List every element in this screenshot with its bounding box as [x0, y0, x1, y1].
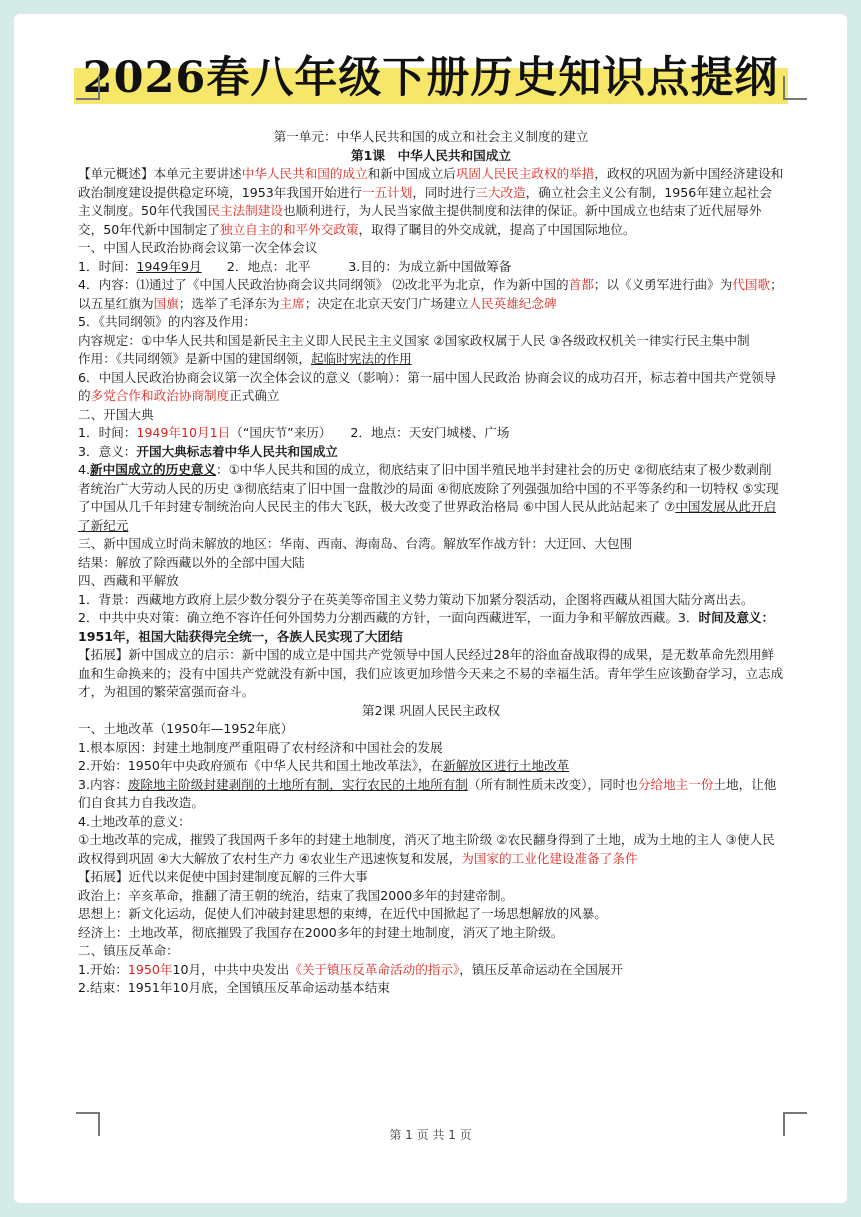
text: 2．地点：北平 3.目的：为成立新中国做筹备: [201, 258, 512, 274]
key-term: 中国发展从此开启了新纪元: [78, 499, 777, 533]
key-term: 1950年: [127, 961, 173, 977]
text: ；以五星红旗为: [78, 277, 783, 311]
text: 3.内容：: [78, 776, 128, 792]
list-item: 政治上：辛亥革命，推翻了清王朝的统治，结束了我国2000多年的封建帝制。: [78, 887, 514, 903]
text: ：①中华人民共和国的成立，彻底结束了旧中国半殖民地半封建社会的历史 ②彻底结束了极少数剥削者统治广大劳动人民的历史 ③彻底结束了旧中国一盘散沙的局面 ④彻底废除了列强强加给中国的不平等条约和一切特权 ⑤实现了中国从几千年封建专制统治向人民民主的伟大飞跃，极大改变了世界政治格局 ⑥中国人民从此站起来了 ⑦: [78, 462, 779, 514]
text: 1．时间：: [78, 258, 137, 274]
key-term: 民主法制建设: [207, 203, 283, 218]
text: 2．中共中央对策：确立绝不容许任何外国势力分割西藏的方针，一面向西藏进军，一面力争和平解放西藏。3．: [78, 610, 699, 625]
page-title: 2026春八年级下册历史知识点提纲: [82, 53, 779, 103]
text: （“国庆节”来历） 2．地点：天安门城楼、广场: [230, 425, 510, 440]
key-term: 废除地主阶级封建剥削的土地所有制，实行农民的土地所有制: [127, 776, 468, 792]
key-term: 国旗: [153, 295, 179, 311]
text: ；选举了毛泽东为: [178, 295, 280, 311]
key-term: 时间及意义：1951年，祖国大陆获得完全统一，各族人民实现了大团结: [78, 610, 775, 644]
page-footer: 第 1 页 共 1 页: [389, 1128, 472, 1142]
list-item: [78, 776, 784, 813]
key-term: 多党合作和政治协商制度: [90, 388, 230, 403]
text: 也顺利进行，为人民当家做主提供制度和法律的保证。新中国成立也结束了近代屈辱外交，50年代新中国制定了: [78, 203, 762, 237]
text: 4．内容：⑴通过了《中国人民政治协商会议共同纲领》 ⑵改北平为北京，作为新中国的: [78, 277, 569, 292]
list-item: [78, 831, 784, 868]
text: ①土地改革的完成，摧毁了我国两千多年的封建土地制度，消灭了地主阶级 ②农民翻身得到了土地，成为土地的主人 ③使人民政权得到巩固 ④大大解放了农村生产力 ④农业生产迅速恢复和发展，: [78, 832, 775, 866]
text: 2.开始：1950年中央政府颁布《中华人民共和国土地改革法》，在: [78, 758, 444, 773]
key-term: 独立自主的和平外交政策: [219, 221, 359, 237]
text: 土地，让他们自食其力自我改造。: [78, 776, 777, 810]
key-term: 起临时宪法的作用: [310, 351, 412, 366]
text: ；决定在北京天安门广场建立: [304, 295, 469, 311]
key-term: 代国歌: [732, 277, 771, 292]
list-item: 结果：解放了除西藏以外的全部中国大陆: [78, 554, 305, 570]
lesson2-heading: 第2课 巩固人民民主政权: [362, 702, 500, 718]
list-item: 2.结束：1951年10月底，全国镇压反革命运动基本结束: [78, 980, 390, 995]
list-item: 1．背景：西藏地方政府上层少数分裂分子在英美等帝国主义势力策动下加紧分裂活动，企图将西藏从祖国大陆分离出去。: [78, 591, 754, 607]
lesson1-heading: 第1课 中华人民共和国成立: [351, 147, 511, 163]
list-item: 思想上：新文化运动，促使人们冲破封建思想的束缚，在近代中国掀起了一场思想解放的风暴。: [78, 906, 607, 921]
text: 6．中国人民政治协商会议第一次全体会议的意义（影响）：第一届中国人民政治 协商会议的成功召开，标志着中国共产党领导的: [78, 369, 777, 403]
corner-mark-top-left: [76, 76, 100, 100]
key-term: 分给地主一份: [637, 776, 714, 792]
text: ，同时进行: [412, 184, 476, 200]
text: 10月，中共中央发出: [172, 961, 290, 977]
list-item: [78, 276, 784, 313]
key-term: 《关于镇压反革命活动的指示》: [289, 961, 460, 977]
unit-heading: 第一单元：中华人民共和国的成立和社会主义制度的建立: [273, 129, 589, 144]
key-term: 人民英雄纪念碑: [468, 295, 557, 311]
list-item: [78, 350, 784, 369]
text: ，镇压反革命运动在全国展开: [459, 961, 623, 977]
list-item: 4.土地改革的意义：: [78, 813, 191, 829]
text: 和新中国成立后: [367, 166, 456, 181]
list-item: [78, 461, 784, 535]
section-heading: 三、新中国成立时尚未解放的地区：华南、西南、海南岛、台湾。解放军作战方针：大迂回、大包围: [78, 536, 633, 551]
key-term: 开国大典标志着中华人民共和国成立: [136, 443, 338, 459]
list-item: [78, 369, 784, 406]
key-term: 为国家的工业化建设准备了条件: [461, 850, 638, 866]
list-item: [78, 258, 784, 277]
section-heading: 二、镇压反革命：: [78, 943, 179, 958]
key-term: 一五计划: [361, 184, 413, 200]
list-item: [78, 609, 784, 646]
text: 正式确立: [229, 388, 280, 403]
key-term: 首都: [568, 277, 594, 292]
text: ；以《义勇军进行曲》为: [593, 277, 733, 292]
list-item: 经济上：土地改革，彻底摧毁了我国存在2000多年的封建土地制度，消灭了地主阶级。: [78, 924, 564, 940]
key-term: 巩固人民民主政权的举措: [455, 166, 595, 181]
key-term: 中华人民共和国的成立: [241, 166, 368, 181]
key-term: 1949年9月: [136, 258, 202, 274]
section-heading: 一、土地改革（1950年—1952年底）: [78, 721, 294, 736]
text: 4.: [78, 462, 91, 477]
list-item: [78, 757, 784, 776]
document-body: [78, 128, 784, 998]
text: ，政权的巩固为新中国经济建设和政治制度建设提供稳定环境，1953年我国开始进行: [78, 166, 784, 200]
list-item: 内容规定：①中华人民共和国是新民主主义即人民民主主义国家 ②国家政权属于人民 ③各级政权机关一律实行民主集中制: [78, 332, 750, 348]
text: 作用：《共同纲领》是新中国的建国纲领，: [78, 351, 311, 366]
list-item: 1.根本原因：封建土地制度严重阻碍了农村经济和中国社会的发展: [78, 739, 443, 755]
list-item: [78, 443, 784, 462]
key-term: 新解放区进行土地改革: [443, 758, 570, 773]
section-heading: 二、开国大典: [78, 406, 154, 422]
text: （所有制性质未改变），同时也: [467, 776, 638, 792]
list-item: [78, 961, 784, 980]
list-item: 5．《共同纲领》的内容及作用：: [78, 314, 257, 329]
extension-note: 【拓展】新中国成立的启示：新中国的成立是中国共产党领导中国人民经过28年的浴血奋战取得的成果，是无数革命先烈用鲜血和生命换来的；没有中国共产党就没有新中国，我们应该更加珍惜今天来之不易的幸福生活。青年学生应该勤奋学习，立志成才，为祖国的繁荣富强而奋斗。: [78, 647, 784, 699]
text: 1.开始：: [78, 961, 128, 977]
key-term: 三大改造: [475, 184, 526, 200]
extension-note: 【拓展】近代以来促使中国封建制度瓦解的三件大事: [78, 869, 368, 884]
unit-overview: [78, 165, 784, 239]
corner-mark-top-right: [783, 76, 807, 100]
text: 1．时间：: [78, 425, 137, 440]
list-item: [78, 424, 784, 443]
text: 【单元概述】本单元主要讲述: [78, 166, 242, 181]
text: ，确立社会主义公有制，1956年建立起社会主义制度。50年代我国: [78, 184, 772, 218]
text: 3．意义：: [78, 443, 137, 459]
key-term: 主席: [279, 295, 305, 311]
key-term: 1949年10月1日: [136, 425, 231, 440]
key-term: 新中国成立的历史意义: [90, 462, 216, 477]
section-heading: 四、西藏和平解放: [78, 573, 179, 588]
text: ，取得了瞩目的外交成就，提高了中国国际地位。: [358, 221, 636, 237]
section-heading: 一、中国人民政治协商会议第一次全体会议: [78, 240, 318, 255]
